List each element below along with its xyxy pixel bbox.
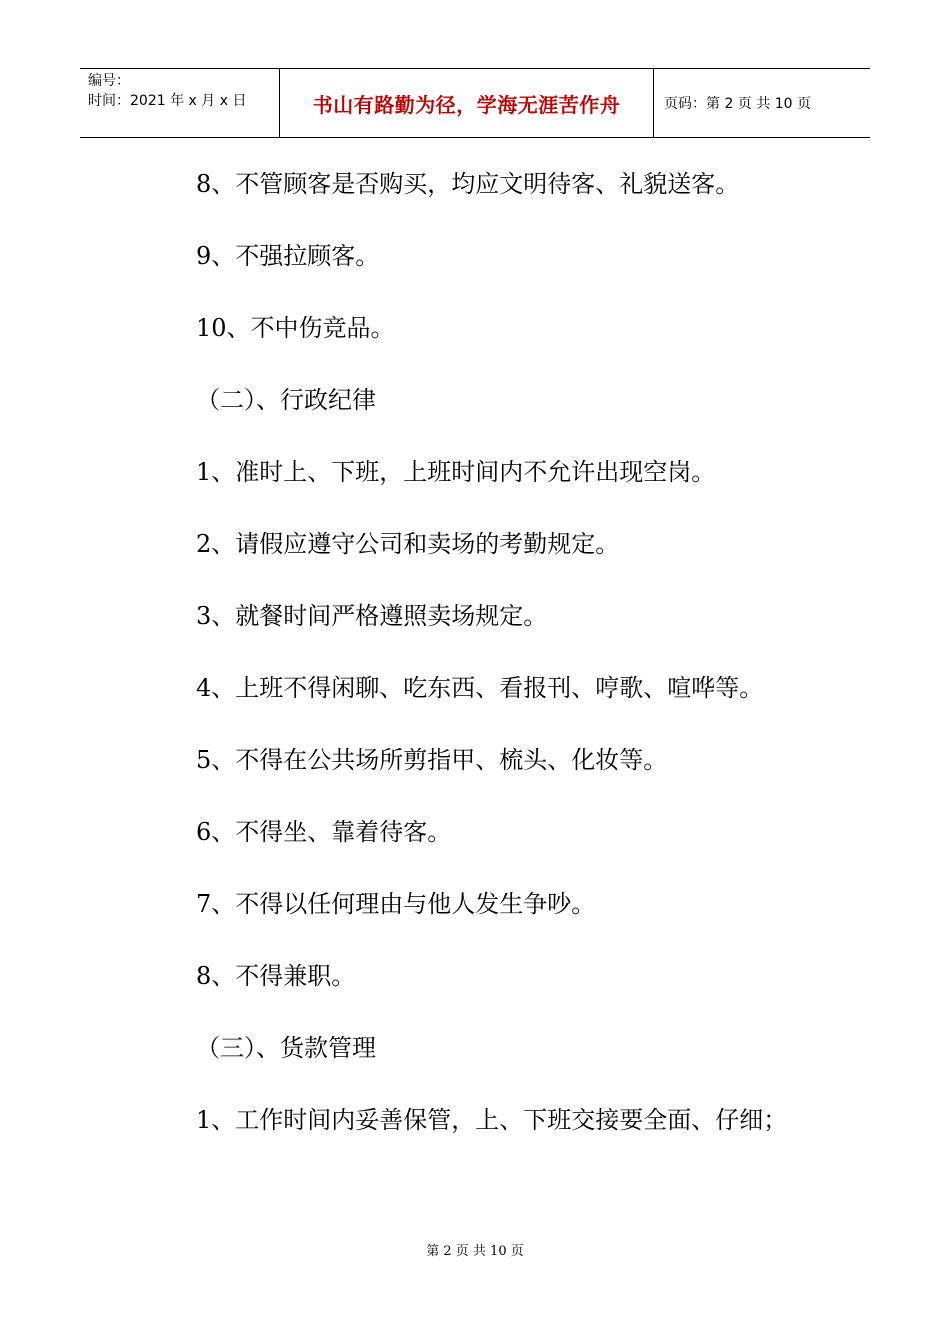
list-item: 10、不中伤竞品。: [196, 314, 395, 342]
list-item: 6、不得坐、靠着待客。: [196, 818, 452, 846]
list-item: 1、准时上、下班，上班时间内不允许出现空岗。: [196, 458, 716, 486]
header-page-info: 页码：第 2 页 共 10 页: [664, 96, 811, 112]
list-item: 7、不得以任何理由与他人发生争吵。: [196, 890, 596, 918]
list-item: 8、不管顾客是否购买，均应文明待客、礼貌送客。: [196, 170, 740, 198]
header-meta: [80, 69, 280, 137]
list-item: 3、就餐时间严格遵照卖场规定。: [196, 602, 548, 630]
list-item: 9、不强拉顾客。: [196, 242, 380, 270]
list-item: 8、不得兼职。: [196, 962, 356, 990]
list-item: 5、不得在公共场所剪指甲、梳头、化妆等。: [196, 746, 668, 774]
list-item: 1、工作时间内妥善保管，上、下班交接要全面、仔细；: [196, 1106, 788, 1134]
section-heading: （二）、行政纪律: [196, 386, 376, 414]
header-motto: 书山有路勤为径，学海无涯苦作舟: [280, 69, 654, 137]
section-heading: （三）、货款管理: [196, 1034, 376, 1062]
list-item: 2、请假应遵守公司和卖场的考勤规定。: [196, 530, 620, 558]
list-item: 4、上班不得闲聊、吃东西、看报刊、哼歌、喧哗等。: [196, 674, 764, 702]
document-header: [80, 68, 870, 138]
time-label: 时间：2021 年 x 月 x 日: [88, 93, 247, 109]
page-footer: 第 2 页 共 10 页: [426, 1244, 524, 1259]
document-body: [196, 160, 856, 1168]
number-label: 编号：: [88, 73, 130, 89]
